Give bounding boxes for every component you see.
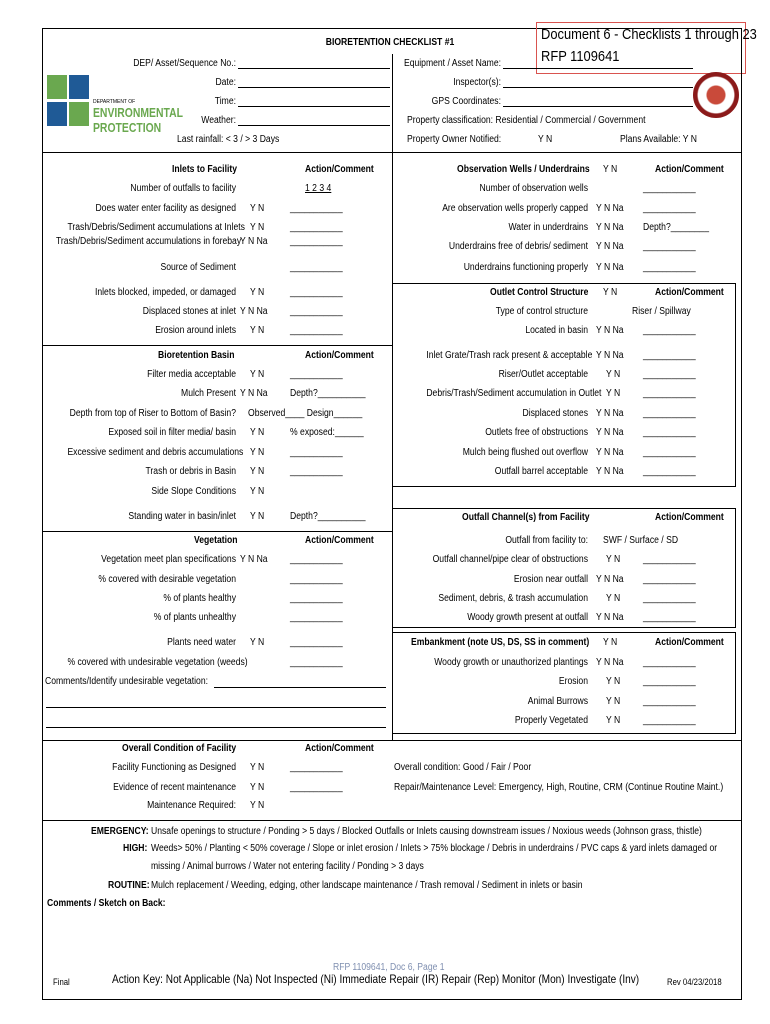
outlet-barrel-label: Outfall barrel acceptable bbox=[494, 466, 588, 477]
outfall-title: Outfall Channel(s) from Facility bbox=[462, 512, 590, 523]
document-note-line2: RFP 1109641 bbox=[541, 48, 620, 65]
basin-standing-yn[interactable]: Y N bbox=[250, 511, 265, 522]
basin-mulch-yn[interactable]: Y N Na bbox=[240, 388, 268, 399]
basin-depth-riser-label: Depth from top of Riser to Bottom of Basin? bbox=[69, 408, 236, 419]
wells-action-header: Action/Comment bbox=[655, 164, 724, 175]
emb-woody-comment[interactable]: ___________ bbox=[643, 657, 696, 668]
inlets-blocked-label: Inlets blocked, impeded, or damaged bbox=[94, 287, 236, 298]
high-text-1: Weeds> 50% / Planting < 50% coverage / Slope or inlet erosion / Inlets > 75% blockage / Debris in underdrains / PVC caps & yard inlets damaged or bbox=[151, 843, 718, 854]
label-equipment: Equipment / Asset Name: bbox=[403, 58, 501, 69]
wells-water-yn[interactable]: Y N Na bbox=[596, 222, 624, 233]
row-divider-full bbox=[42, 740, 742, 741]
inlets-enter-label: Does water enter facility as designed bbox=[95, 203, 237, 214]
veg-identify-line2[interactable] bbox=[46, 707, 386, 708]
overall-functioning-yn[interactable]: Y N bbox=[250, 762, 265, 773]
comments-label: Comments / Sketch on Back: bbox=[47, 898, 166, 909]
wells-yn-header: Y N bbox=[603, 164, 618, 175]
high-label: HIGH: bbox=[123, 843, 148, 854]
page-title: BIORETENTION CHECKLIST #1 bbox=[325, 37, 455, 48]
veg-water-comment[interactable]: ___________ bbox=[290, 637, 343, 648]
inlets-forebay-yn[interactable]: Y N Na bbox=[240, 236, 268, 247]
outlet-riser-comment[interactable]: ___________ bbox=[643, 369, 696, 380]
basin-exposed-yn[interactable]: Y N bbox=[250, 427, 265, 438]
overall-required-label: Maintenance Required: bbox=[147, 800, 236, 811]
emergency-text: Unsafe openings to structure / Ponding > 5 days / Blocked Outfalls or Inlets causing downstream issues / Noxious weeds (Johnson grass, thistle) bbox=[151, 826, 702, 837]
wells-free-comment[interactable]: ___________ bbox=[643, 241, 696, 252]
outfall-to-label: Outfall from facility to: bbox=[505, 535, 588, 546]
outfall-woody-label: Woody growth present at outfall bbox=[467, 612, 588, 623]
emb-erosion-label: Erosion bbox=[558, 676, 588, 687]
outlet-riser-label: Riser/Outlet acceptable bbox=[498, 369, 588, 380]
wells-water-depth[interactable]: Depth?________ bbox=[643, 222, 710, 233]
outlet-debris-comment[interactable]: ___________ bbox=[643, 388, 696, 399]
outfall-to-options[interactable]: SWF / Surface / SD bbox=[603, 535, 679, 546]
basin-standing-label: Standing water in basin/inlet bbox=[128, 511, 236, 522]
inlets-trash-yn[interactable]: Y N bbox=[250, 222, 265, 233]
embankment-action-header: Action/Comment bbox=[655, 637, 724, 648]
outlet-riser-yn[interactable]: Y N bbox=[606, 369, 621, 380]
emb-erosion-yn[interactable]: Y N bbox=[606, 676, 621, 687]
outfall-clear-yn[interactable]: Y N bbox=[606, 554, 621, 565]
veg-covered-comment[interactable]: ___________ bbox=[290, 574, 343, 585]
document-note-line1: Document 6 - Checklists 1 through 23 bbox=[541, 26, 757, 43]
veg-weeds-label: % covered with undesirable vegetation (weeds) bbox=[67, 657, 248, 668]
inlets-source-label: Source of Sediment bbox=[160, 262, 236, 273]
inlets-forebay-label: Trash/Debris/Sediment accumulations in forebay bbox=[56, 236, 242, 247]
basin-exposed-pct[interactable]: % exposed:______ bbox=[290, 427, 364, 438]
outfall-sediment-label: Sediment, debris, & trash accumulation bbox=[438, 593, 588, 604]
outfall-clear-comment[interactable]: ___________ bbox=[643, 554, 696, 565]
basin-action-header: Action/Comment bbox=[305, 350, 374, 361]
routine-text: Mulch replacement / Weeding, edging, other landscape maintenance / Trash removal / Sediment in inlets or basin bbox=[151, 880, 583, 891]
label-dep-asset: DEP/ Asset/Sequence No.: bbox=[133, 58, 236, 69]
embankment-title: Embankment (note US, DS, SS in comment) bbox=[411, 637, 590, 648]
basin-standing-depth[interactable]: Depth?__________ bbox=[290, 511, 366, 522]
wells-free-label: Underdrains free of debris/ sediment bbox=[448, 241, 588, 252]
overall-evidence-comment[interactable]: ___________ bbox=[290, 782, 343, 793]
inlets-erosion-comment[interactable]: ___________ bbox=[290, 325, 343, 336]
outlet-grate-label: Inlet Grate/Trash rack present & acceptable bbox=[426, 350, 593, 361]
basin-side-slope-label: Side Slope Conditions bbox=[151, 486, 236, 497]
inlets-trash-label: Trash/Debris/Sediment accumulations at Inlets bbox=[67, 222, 245, 233]
basin-title: Bioretention Basin bbox=[158, 350, 235, 361]
wells-functioning-yn[interactable]: Y N Na bbox=[596, 262, 624, 273]
inlets-title: Inlets to Facility bbox=[172, 164, 237, 175]
outlet-located-comment[interactable]: ___________ bbox=[643, 325, 696, 336]
inlets-blocked-yn[interactable]: Y N bbox=[250, 287, 265, 298]
overall-functioning-comment[interactable]: ___________ bbox=[290, 762, 343, 773]
inlets-blocked-comment[interactable]: ___________ bbox=[290, 287, 343, 298]
vegetation-title: Vegetation bbox=[194, 535, 238, 546]
outlet-debris-yn[interactable]: Y N bbox=[606, 388, 621, 399]
label-time: Time: bbox=[214, 96, 236, 107]
wells-number-label: Number of observation wells bbox=[479, 183, 588, 194]
outlet-grate-yn[interactable]: Y N Na bbox=[596, 350, 624, 361]
basin-filter-comment[interactable]: ___________ bbox=[290, 369, 343, 380]
inlets-enter-yn[interactable]: Y N bbox=[250, 203, 265, 214]
overall-condition[interactable]: Overall condition: Good / Fair / Poor bbox=[394, 762, 532, 773]
emb-burrows-label: Animal Burrows bbox=[527, 696, 588, 707]
veg-identify-line3[interactable] bbox=[46, 727, 386, 728]
basin-filter-label: Filter media acceptable bbox=[147, 369, 236, 380]
outlet-barrel-yn[interactable]: Y N Na bbox=[596, 466, 624, 477]
veg-healthy-label: % of plants healthy bbox=[163, 593, 236, 604]
routine-label: ROUTINE: bbox=[108, 880, 150, 891]
outfall-erosion-yn[interactable]: Y N Na bbox=[596, 574, 624, 585]
label-gps: GPS Coordinates: bbox=[431, 96, 501, 107]
label-owner-notified: Property Owner Notified: bbox=[407, 134, 502, 145]
veg-meet-yn[interactable]: Y N Na bbox=[240, 554, 268, 565]
overall-functioning-label: Facility Functioning as Designed bbox=[112, 762, 236, 773]
owner-notified-yn: Y N bbox=[538, 134, 553, 145]
emergency-label: EMERGENCY: bbox=[91, 826, 149, 837]
emb-burrows-comment[interactable]: ___________ bbox=[643, 696, 696, 707]
outfall-action-header: Action/Comment bbox=[655, 512, 724, 523]
footer-rfp: RFP 1109641, Doc 6, Page 1 bbox=[333, 962, 445, 973]
outlet-displaced-yn[interactable]: Y N Na bbox=[596, 408, 624, 419]
plans-available: Plans Available: Y N bbox=[620, 134, 697, 145]
outfall-sediment-comment[interactable]: ___________ bbox=[643, 593, 696, 604]
row-divider-left-1 bbox=[42, 345, 392, 346]
wells-free-yn[interactable]: Y N Na bbox=[596, 241, 624, 252]
veg-identify-label: Comments/Identify undesirable vegetation: bbox=[45, 676, 209, 687]
overall-level[interactable]: Repair/Maintenance Level: Emergency, High, Routine, CRM (Continue Routine Maint.) bbox=[394, 782, 724, 793]
inlets-displaced-comment[interactable]: ___________ bbox=[290, 306, 343, 317]
footer-final: Final bbox=[53, 977, 70, 987]
emb-vegetated-comment[interactable]: ___________ bbox=[643, 715, 696, 726]
basin-excessive-comment[interactable]: ___________ bbox=[290, 447, 343, 458]
outlet-debris-label: Debris/Trash/Sediment accumulation in Outlet bbox=[426, 388, 602, 399]
outlet-displaced-label: Displaced stones bbox=[522, 408, 588, 419]
wells-capped-label: Are observation wells properly capped bbox=[442, 203, 588, 214]
label-weather: Weather: bbox=[201, 115, 236, 126]
outfall-woody-yn[interactable]: Y N Na bbox=[596, 612, 624, 623]
veg-identify-line1[interactable] bbox=[214, 687, 386, 688]
basin-trash-comment[interactable]: ___________ bbox=[290, 466, 343, 477]
veg-weeds-comment[interactable]: ___________ bbox=[290, 657, 343, 668]
emb-vegetated-yn[interactable]: Y N bbox=[606, 715, 621, 726]
label-last-rainfall: Last rainfall: < 3 / > 3 Days bbox=[177, 134, 280, 145]
footer-rev: Rev 04/23/2018 bbox=[667, 977, 722, 987]
wells-number-comment[interactable]: ___________ bbox=[643, 183, 696, 194]
veg-water-yn[interactable]: Y N bbox=[250, 637, 265, 648]
emb-woody-yn[interactable]: Y N Na bbox=[596, 657, 624, 668]
inlets-outfalls-options[interactable]: 1 2 3 4 bbox=[305, 183, 332, 194]
high-text-2: missing / Animal burrows / Water not entering facility / Ponding > 3 days bbox=[151, 861, 424, 872]
basin-observed-design[interactable]: Observed____ Design______ bbox=[248, 408, 363, 419]
inlets-erosion-label: Erosion around inlets bbox=[155, 325, 236, 336]
basin-filter-yn[interactable]: Y N bbox=[250, 369, 265, 380]
inlets-erosion-yn[interactable]: Y N bbox=[250, 325, 265, 336]
outlet-title: Outlet Control Structure bbox=[490, 287, 589, 298]
outlet-free-yn[interactable]: Y N Na bbox=[596, 427, 624, 438]
outlet-barrel-comment[interactable]: ___________ bbox=[643, 466, 696, 477]
veg-meet-label: Vegetation meet plan specifications bbox=[101, 554, 237, 565]
inlets-forebay-comment[interactable]: ___________ bbox=[290, 236, 343, 247]
footer-action-key: Action Key: Not Applicable (Na) Not Inspected (Ni) Immediate Repair (IR) Repair (Rep) Monitor (Mon) Investigate (Inv) bbox=[112, 972, 640, 986]
veg-healthy-comment[interactable]: ___________ bbox=[290, 593, 343, 604]
outfall-sediment-yn[interactable]: Y N bbox=[606, 593, 621, 604]
inlets-action-header: Action/Comment bbox=[305, 164, 374, 175]
logo-dept: DEPARTMENT OF bbox=[93, 99, 136, 105]
wells-functioning-label: Underdrains functioning properly bbox=[463, 262, 588, 273]
basin-exposed-label: Exposed soil in filter media/ basin bbox=[108, 427, 236, 438]
basin-trash-label: Trash or debris in Basin bbox=[145, 466, 236, 477]
inlets-displaced-label: Displaced stones at inlet bbox=[142, 306, 236, 317]
outlet-mulch-label: Mulch being flushed out overflow bbox=[462, 447, 588, 458]
row-divider-left-2 bbox=[42, 531, 392, 532]
logo-name1: ENVIRONMENTAL bbox=[93, 105, 183, 120]
overall-action-header: Action/Comment bbox=[305, 743, 374, 754]
outfall-erosion-comment[interactable]: ___________ bbox=[643, 574, 696, 585]
basin-excessive-label: Excessive sediment and debris accumulations bbox=[67, 447, 244, 458]
emb-burrows-yn[interactable]: Y N bbox=[606, 696, 621, 707]
overall-required-yn[interactable]: Y N bbox=[250, 800, 265, 811]
wells-capped-comment[interactable]: ___________ bbox=[643, 203, 696, 214]
basin-side-slope-yn[interactable]: Y N bbox=[250, 486, 265, 497]
veg-meet-comment[interactable]: ___________ bbox=[290, 554, 343, 565]
vegetation-action-header: Action/Comment bbox=[305, 535, 374, 546]
outlet-type-label: Type of control structure bbox=[495, 306, 588, 317]
outlet-grate-comment[interactable]: ___________ bbox=[643, 350, 696, 361]
basin-trash-yn[interactable]: Y N bbox=[250, 466, 265, 477]
outfall-clear-label: Outfall channel/pipe clear of obstructions bbox=[432, 554, 588, 565]
inlets-source-comment[interactable]: ___________ bbox=[290, 262, 343, 273]
inlets-trash-comment[interactable]: ___________ bbox=[290, 222, 343, 233]
overall-evidence-label: Evidence of recent maintenance bbox=[113, 782, 236, 793]
overall-evidence-yn[interactable]: Y N bbox=[250, 782, 265, 793]
emb-woody-label: Woody growth or unauthorized plantings bbox=[434, 657, 588, 668]
wells-capped-yn[interactable]: Y N Na bbox=[596, 203, 624, 214]
outlet-located-yn[interactable]: Y N Na bbox=[596, 325, 624, 336]
inlets-displaced-yn[interactable]: Y N Na bbox=[240, 306, 268, 317]
overall-title: Overall Condition of Facility bbox=[122, 743, 237, 754]
wells-functioning-comment[interactable]: ___________ bbox=[643, 262, 696, 273]
outlet-mulch-comment[interactable]: ___________ bbox=[643, 447, 696, 458]
outlet-action-header: Action/Comment bbox=[655, 287, 724, 298]
outfall-erosion-label: Erosion near outfall bbox=[513, 574, 588, 585]
label-date: Date: bbox=[215, 77, 236, 88]
veg-unhealthy-comment[interactable]: ___________ bbox=[290, 612, 343, 623]
outfall-box bbox=[392, 508, 736, 628]
logo-name2: PROTECTION bbox=[93, 120, 162, 135]
outlet-free-label: Outlets free of obstructions bbox=[485, 427, 588, 438]
basin-mulch-depth[interactable]: Depth?__________ bbox=[290, 388, 366, 399]
outlet-free-comment[interactable]: ___________ bbox=[643, 427, 696, 438]
wells-title: Observation Wells / Underdrains bbox=[457, 164, 590, 175]
inlets-enter-comment[interactable]: ___________ bbox=[290, 203, 343, 214]
emb-vegetated-label: Properly Vegetated bbox=[514, 715, 588, 726]
outlet-yn-header: Y N bbox=[603, 287, 618, 298]
emb-erosion-comment[interactable]: ___________ bbox=[643, 676, 696, 687]
outlet-displaced-comment[interactable]: ___________ bbox=[643, 408, 696, 419]
veg-water-label: Plants need water bbox=[167, 637, 236, 648]
veg-covered-label: % covered with desirable vegetation bbox=[98, 574, 236, 585]
veg-unhealthy-label: % of plants unhealthy bbox=[153, 612, 236, 623]
property-classification: Property classification: Residential / Commercial / Government bbox=[407, 115, 646, 126]
label-inspectors: Inspector(s): bbox=[453, 77, 501, 88]
outlet-type-options[interactable]: Riser / Spillway bbox=[632, 306, 691, 317]
outlet-mulch-yn[interactable]: Y N Na bbox=[596, 447, 624, 458]
basin-mulch-label: Mulch Present bbox=[181, 388, 236, 399]
embankment-yn-header: Y N bbox=[603, 637, 618, 648]
wells-water-label: Water in underdrains bbox=[508, 222, 588, 233]
basin-excessive-yn[interactable]: Y N bbox=[250, 447, 265, 458]
inlets-outfalls-label: Number of outfalls to facility bbox=[130, 183, 236, 194]
outlet-located-label: Located in basin bbox=[525, 325, 588, 336]
outfall-woody-comment[interactable]: ___________ bbox=[643, 612, 696, 623]
